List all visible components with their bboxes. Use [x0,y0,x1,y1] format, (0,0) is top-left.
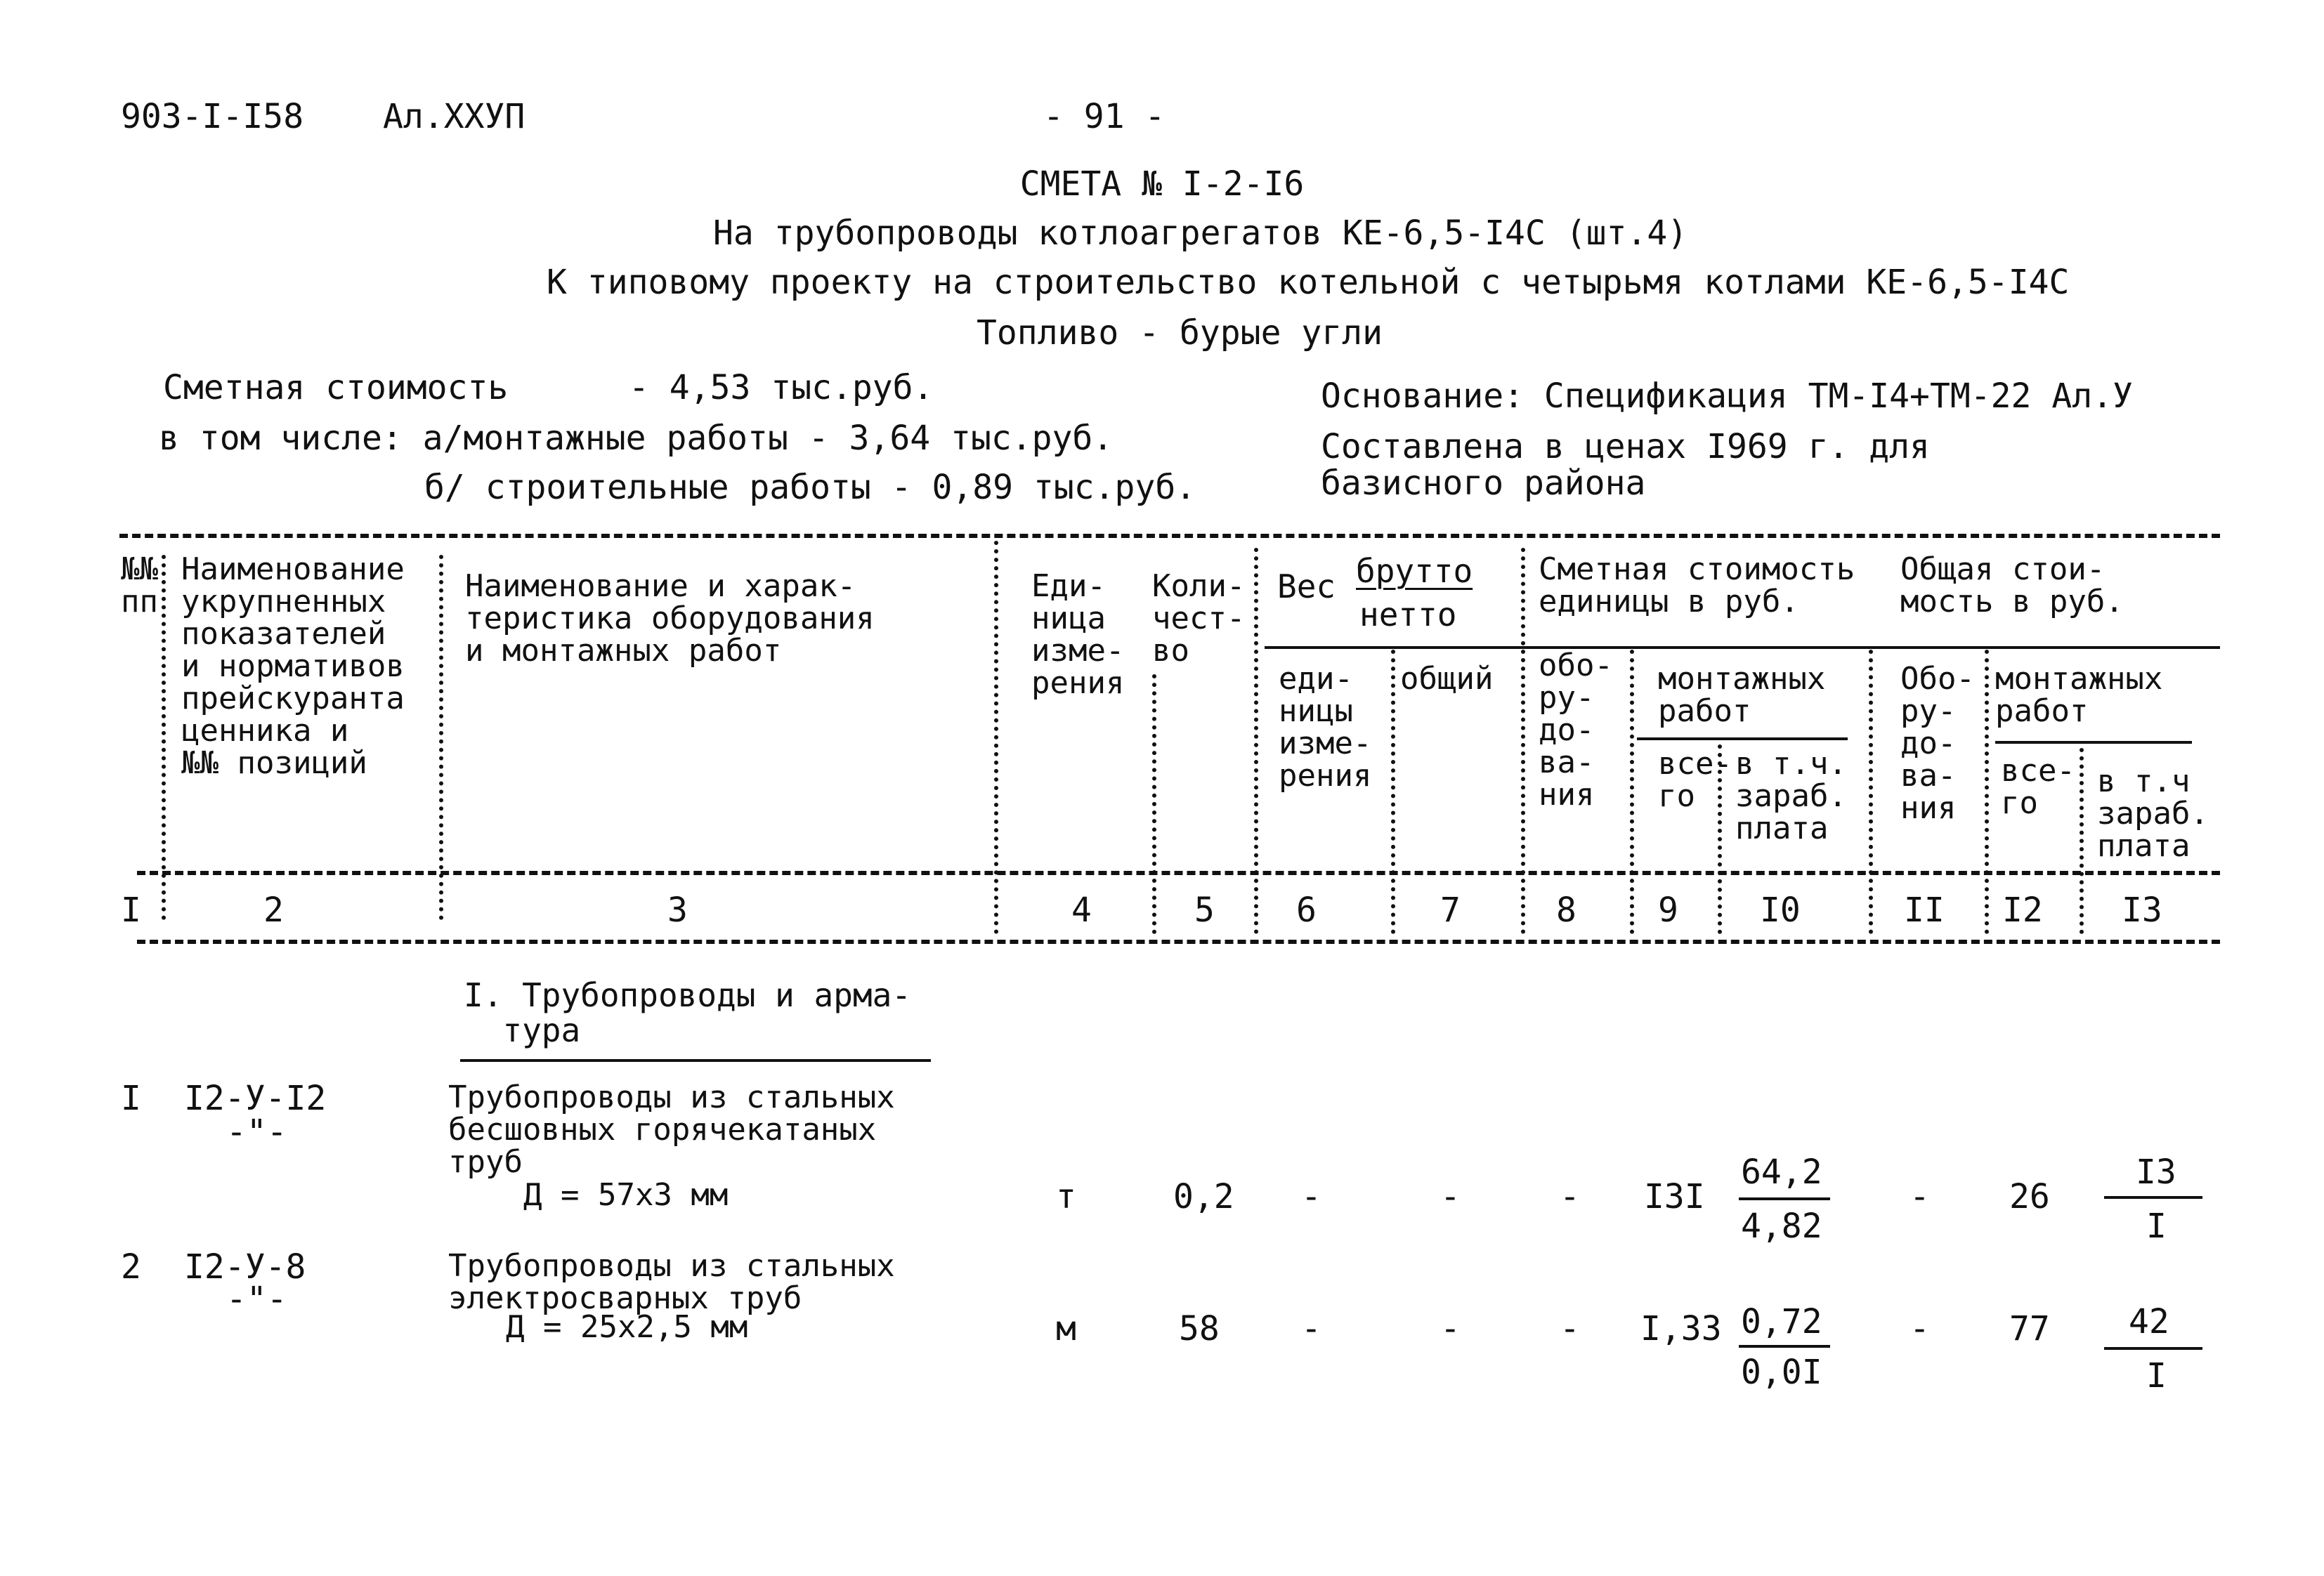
col-sep-6 [1391,650,1395,934]
row2-total-top: 42 [2129,1302,2169,1341]
table-top-rule [119,534,2220,538]
header-subrule-mont [1637,737,1848,740]
cost-installation: в том числе: а/монтажные работы - 3,64 тыс.руб. [159,419,1114,458]
row2-total-fraction-line [2104,1347,2202,1350]
row2-qty: 58 [1179,1309,1220,1348]
row1-mont-total: I3I [1644,1177,1705,1216]
colnum-1: I [121,891,141,930]
row2-weight-unit: - [1301,1309,1321,1348]
estimate-project: К типовому проекту на строительство котельной с четырьмя котлами КЕ-6,5-I4С [547,263,2070,302]
estimate-basis: Основание: Спецификация ТМ-I4+ТМ-22 Ал.У [1321,376,2133,416]
row1-total-fraction-line [2104,1196,2202,1199]
estimate-fuel: Топливо - бурые угли [977,313,1383,353]
header-brutto: брутто [1356,552,1473,590]
row1-unit: т [1056,1177,1076,1216]
row2-spec: Д = 25х2,5 мм [506,1309,748,1345]
col-sep-10 [1869,650,1873,934]
row2-mont-top: 0,72 [1741,1302,1822,1341]
colnum-4: 4 [1071,891,1092,930]
document-code: 903-I-I58 [121,97,304,136]
row2-mont-bottom: 0,0I [1741,1353,1822,1392]
header-col13: в т.ч зараб. плата [2097,763,2209,864]
row1-mont-fraction-line [1739,1197,1830,1200]
row2-equipment: - [1560,1309,1580,1348]
header-col7: общий [1400,661,1494,697]
row2-total-bottom: I [2146,1356,2167,1396]
row1-qty: 0,2 [1173,1177,1234,1216]
colnum-10: I0 [1760,891,1801,930]
estimate-prices-line1: Составлена в ценах I969 г. для [1321,427,1930,466]
header-col2: Наименование укрупненных показателей и нормативов прейскуранта ценника и №№ позиций [181,551,405,781]
header-col3: Наименование и харак- теристика оборудования и монтажных работ [465,568,875,669]
row1-weight-total: - [1440,1177,1461,1216]
header-col11: Обо- ру- до- ва- ния [1900,661,1975,826]
row1-mont-top: 64,2 [1741,1153,1822,1192]
header-total-cost: Общая стои- мость в руб. [1900,551,2124,619]
header-unit-cost: Сметная стоимость единицы в руб. [1539,551,1855,619]
header-weight: Вес [1277,567,1336,605]
colnum-6: 6 [1296,891,1317,930]
header-col9: все- го [1658,746,1732,814]
table-numbers-bottom-rule [137,940,2220,944]
row1-total-bottom: I [2146,1207,2167,1246]
section-underline [460,1059,931,1062]
colnum-9: 9 [1658,891,1678,930]
header-col12: все- го [2001,753,2075,821]
row1-total-equipment: - [1910,1177,1930,1216]
row1-equipment: - [1560,1177,1580,1216]
col-sep-4 [1152,674,1156,934]
row1-weight-unit: - [1301,1177,1321,1216]
row1-number: I [121,1079,141,1118]
row2-ditto: -"- [226,1280,287,1319]
col-sep-7 [1521,548,1525,934]
row1-code: I2-У-I2 [184,1079,327,1118]
row1-total-all: 26 [2009,1177,2050,1216]
estimate-subject: На трубопроводы котлоагрегатов КЕ-6,5-I4С (шт.4) [713,214,1688,253]
row2-unit: м [1056,1309,1076,1348]
col-sep-3 [994,541,998,934]
row2-mont-total: I,33 [1640,1309,1722,1348]
page-number: - 91 - [1043,97,1166,136]
header-netto: нетто [1359,596,1457,633]
colnum-3: 3 [667,891,688,930]
row1-mont-bottom: 4,82 [1741,1207,1822,1246]
colnum-5: 5 [1194,891,1215,930]
row1-spec: Д = 57х3 мм [523,1177,729,1213]
header-col4: Еди- ница изме- рения [1031,568,1125,701]
row1-ditto: -"- [226,1112,287,1152]
header-mont: монтажных работ [1658,661,1826,729]
col-sep-5 [1254,548,1258,934]
row2-total-equipment: - [1910,1309,1930,1348]
colnum-12: I2 [2002,891,2043,930]
row2-total-all: 77 [2009,1309,2050,1348]
album-number: Ал.ХХУП [383,97,525,136]
table-header-bottom-rule [137,871,2220,875]
header-col8: обо- ру- до- ва- ния [1539,648,1613,813]
colnum-2: 2 [263,891,284,930]
row2-weight-total: - [1440,1309,1461,1348]
row2-code: I2-У-8 [184,1247,306,1287]
header-col6: еди- ницы изме- рения [1279,661,1372,794]
header-col5: Коли- чест- во [1152,568,1246,669]
cost-label: Сметная стоимость [163,368,509,407]
estimate-prices-line2: базисного района [1321,464,1646,503]
row2-number: 2 [121,1247,141,1287]
col-sep-1 [162,555,166,920]
header-col10: в т.ч. зараб. плата [1735,746,1847,846]
header-subrule-costs [1265,646,2220,649]
row2-description: Трубопроводы из стальных электросварных труб [448,1248,895,1316]
row1-total-top: I3 [2136,1153,2176,1192]
colnum-7: 7 [1440,891,1461,930]
col-sep-11 [1985,650,1989,934]
estimate-title: СМЕТА № I-2-I6 [1019,164,1305,204]
colnum-13: I3 [2122,891,2162,930]
header-col1: №№ пп [121,551,158,619]
section-heading: I. Трубопроводы и арма- тура [464,976,911,1049]
row1-description: Трубопроводы из стальных бесшовных горячекатаных труб [448,1079,895,1180]
row2-mont-fraction-line [1739,1345,1830,1348]
cost-construction: б/ строительные работы - 0,89 тыс.руб. [424,468,1196,507]
colnum-11: II [1904,891,1945,930]
cost-value: - 4,53 тыс.руб. [629,368,934,407]
col-sep-2 [439,555,443,920]
header-subrule-mont2 [1995,741,2192,744]
col-sep-12 [2080,748,2084,934]
colnum-8: 8 [1556,891,1576,930]
col-sep-8 [1630,650,1634,934]
header-mont2: монтажных работ [1995,661,2163,729]
